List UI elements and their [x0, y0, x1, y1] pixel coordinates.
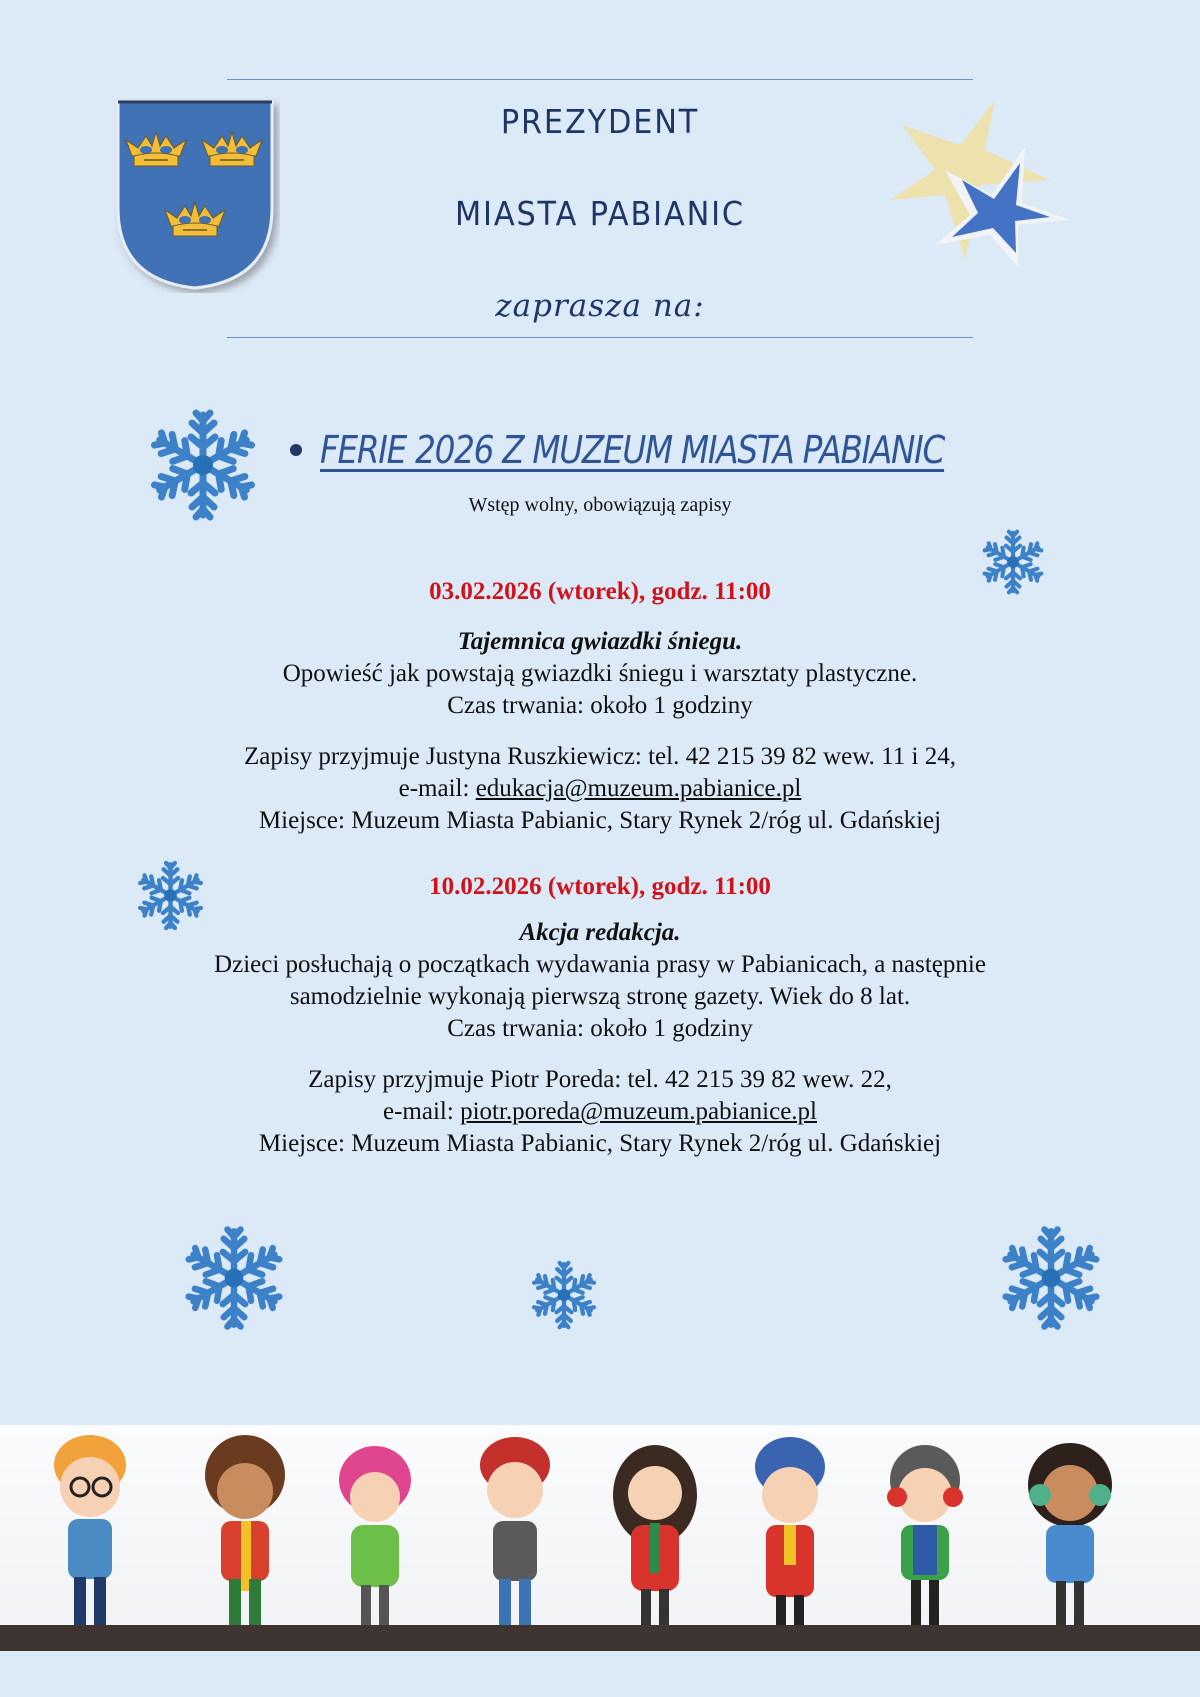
event-name: Tajemnica gwiazdki śniegu. — [457, 628, 743, 655]
event-name: Akcja redakcja. — [519, 919, 681, 946]
bullet-icon — [290, 444, 302, 456]
event-2 — [0, 871, 1200, 1160]
event-date: 03.02.2026 (wtorek), godz. 11:00 — [429, 578, 771, 605]
children-illustration — [0, 1425, 1200, 1651]
event-date: 10.02.2026 (wtorek), godz. 11:00 — [429, 873, 771, 900]
header-line-prezydent: PREZYDENT — [500, 102, 700, 141]
event-signup: Zapisy przyjmuje Justyna Ruszkiewicz: tel. 42 215 39 82 wew. 11 i 24, — [244, 743, 956, 770]
header-bottom-rule — [227, 337, 973, 338]
event-signup: Zapisy przyjmuje Piotr Poreda: tel. 42 215 39 82 wew. 22, — [308, 1066, 892, 1093]
snowflake-icon — [995, 1222, 1107, 1334]
header-line-zaprasza: zaprasza na: — [495, 288, 705, 324]
event-1 — [0, 576, 1200, 837]
snowflake-icon — [527, 1258, 601, 1332]
event-email-line — [0, 773, 1200, 805]
event-duration: Czas trwania: około 1 godziny — [447, 1015, 753, 1042]
email-label: e-mail: — [398, 775, 476, 802]
email-link[interactable]: edukacja@muzeum.pabianice.pl — [475, 775, 802, 802]
snowflake-icon — [178, 1222, 290, 1334]
header-top-rule — [227, 79, 973, 80]
event-place: Miejsce: Muzeum Miasta Pabianic, Stary Rynek 2/róg ul. Gdańskiej — [258, 1130, 942, 1157]
event-description: Dzieci posłuchają o początkach wydawania prasy w Pabianicach, a następnie — [214, 951, 986, 978]
email-label: e-mail: — [383, 1098, 461, 1125]
event-series-title: FERIE 2026 Z MUZEUM MIASTA PABIANIC — [320, 428, 945, 472]
event-description: Opowieść jak powstają gwiazdki śniegu i warsztaty plastyczne. — [282, 660, 918, 687]
event-series-subtitle: Wstęp wolny, obowiązują zapisy — [468, 494, 732, 516]
header-line-miasta-pabianic: MIASTA PABIANIC — [455, 194, 745, 233]
email-link[interactable]: piotr.poreda@muzeum.pabianice.pl — [460, 1098, 817, 1125]
event-series-heading — [290, 428, 1046, 472]
event-duration: Czas trwania: około 1 godziny — [447, 692, 753, 719]
event-description: samodzielnie wykonają pierwszą stronę gazety. Wiek do 8 lat. — [289, 983, 911, 1010]
event-email-line — [0, 1096, 1200, 1128]
ground-strip — [0, 1625, 1200, 1651]
event-place: Miejsce: Muzeum Miasta Pabianic, Stary Rynek 2/róg ul. Gdańskiej — [258, 807, 942, 834]
